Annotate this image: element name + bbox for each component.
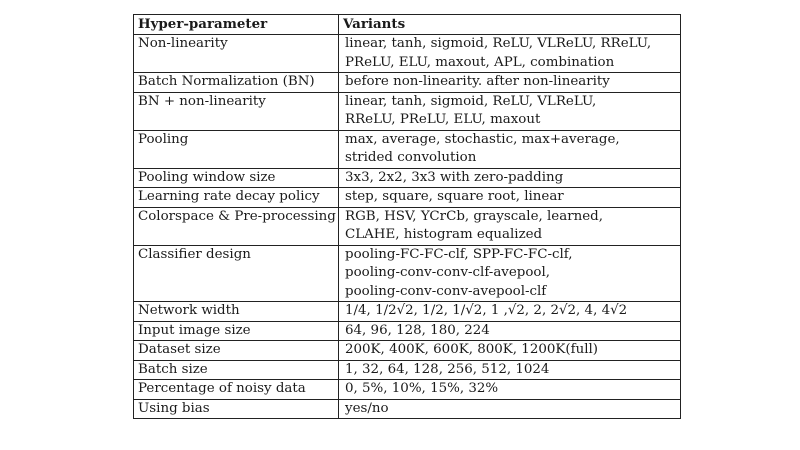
table-row (134, 130, 681, 168)
table-row (134, 245, 681, 302)
table-row (134, 380, 681, 400)
table-row (134, 188, 681, 208)
table-header-row (134, 15, 681, 35)
variants-cell: linear, tanh, sigmoid, ReLU, VLReLU, RReLU, PReLU, ELU, maxout (339, 92, 681, 130)
variants-cell: 0, 5%, 10%, 15%, 32% (339, 380, 681, 400)
param-cell: Input image size (134, 321, 339, 341)
param-cell: Colorspace & Pre-processing (134, 207, 339, 245)
hyper-parameter-table (133, 14, 681, 419)
variants-cell: linear, tanh, sigmoid, ReLU, VLReLU, RReLU, PReLU, ELU, maxout, APL, combination (339, 35, 681, 73)
param-cell: Learning rate decay policy (134, 188, 339, 208)
param-cell: Non-linearity (134, 35, 339, 73)
param-cell: BN + non-linearity (134, 92, 339, 130)
param-cell: Classifier design (134, 245, 339, 302)
variants-cell: yes/no (339, 399, 681, 419)
param-cell: Pooling (134, 130, 339, 168)
table-row (134, 207, 681, 245)
param-cell: Pooling window size (134, 168, 339, 188)
table-body (134, 35, 681, 419)
table-row (134, 302, 681, 322)
param-cell: Dataset size (134, 341, 339, 361)
variants-cell: 1/4, 1/2√2, 1/2, 1/√2, 1 ,√2, 2, 2√2, 4, 4√2 (339, 302, 681, 322)
table-row (134, 341, 681, 361)
variants-cell: before non-linearity. after non-linearity (339, 73, 681, 93)
header-hyper-parameter: Hyper-parameter (134, 15, 339, 35)
param-cell: Network width (134, 302, 339, 322)
param-cell: Batch size (134, 360, 339, 380)
table-row (134, 360, 681, 380)
param-cell: Percentage of noisy data (134, 380, 339, 400)
variants-cell: max, average, stochastic, max+average, strided convolution (339, 130, 681, 168)
variants-cell: RGB, HSV, YCrCb, grayscale, learned, CLAHE, histogram equalized (339, 207, 681, 245)
param-cell: Using bias (134, 399, 339, 419)
table-row (134, 35, 681, 73)
variants-cell: step, square, square root, linear (339, 188, 681, 208)
table-row (134, 92, 681, 130)
table-row (134, 168, 681, 188)
table-row (134, 73, 681, 93)
header-variants: Variants (339, 15, 681, 35)
table-row (134, 399, 681, 419)
variants-cell: 3x3, 2x2, 3x3 with zero-padding (339, 168, 681, 188)
variants-cell: 64, 96, 128, 180, 224 (339, 321, 681, 341)
variants-cell: pooling-FC-FC-clf, SPP-FC-FC-clf, pooling-conv-conv-clf-avepool, pooling-conv-conv-avepool-clf (339, 245, 681, 302)
table-row (134, 321, 681, 341)
variants-cell: 200K, 400K, 600K, 800K, 1200K(full) (339, 341, 681, 361)
param-cell: Batch Normalization (BN) (134, 73, 339, 93)
variants-cell: 1, 32, 64, 128, 256, 512, 1024 (339, 360, 681, 380)
